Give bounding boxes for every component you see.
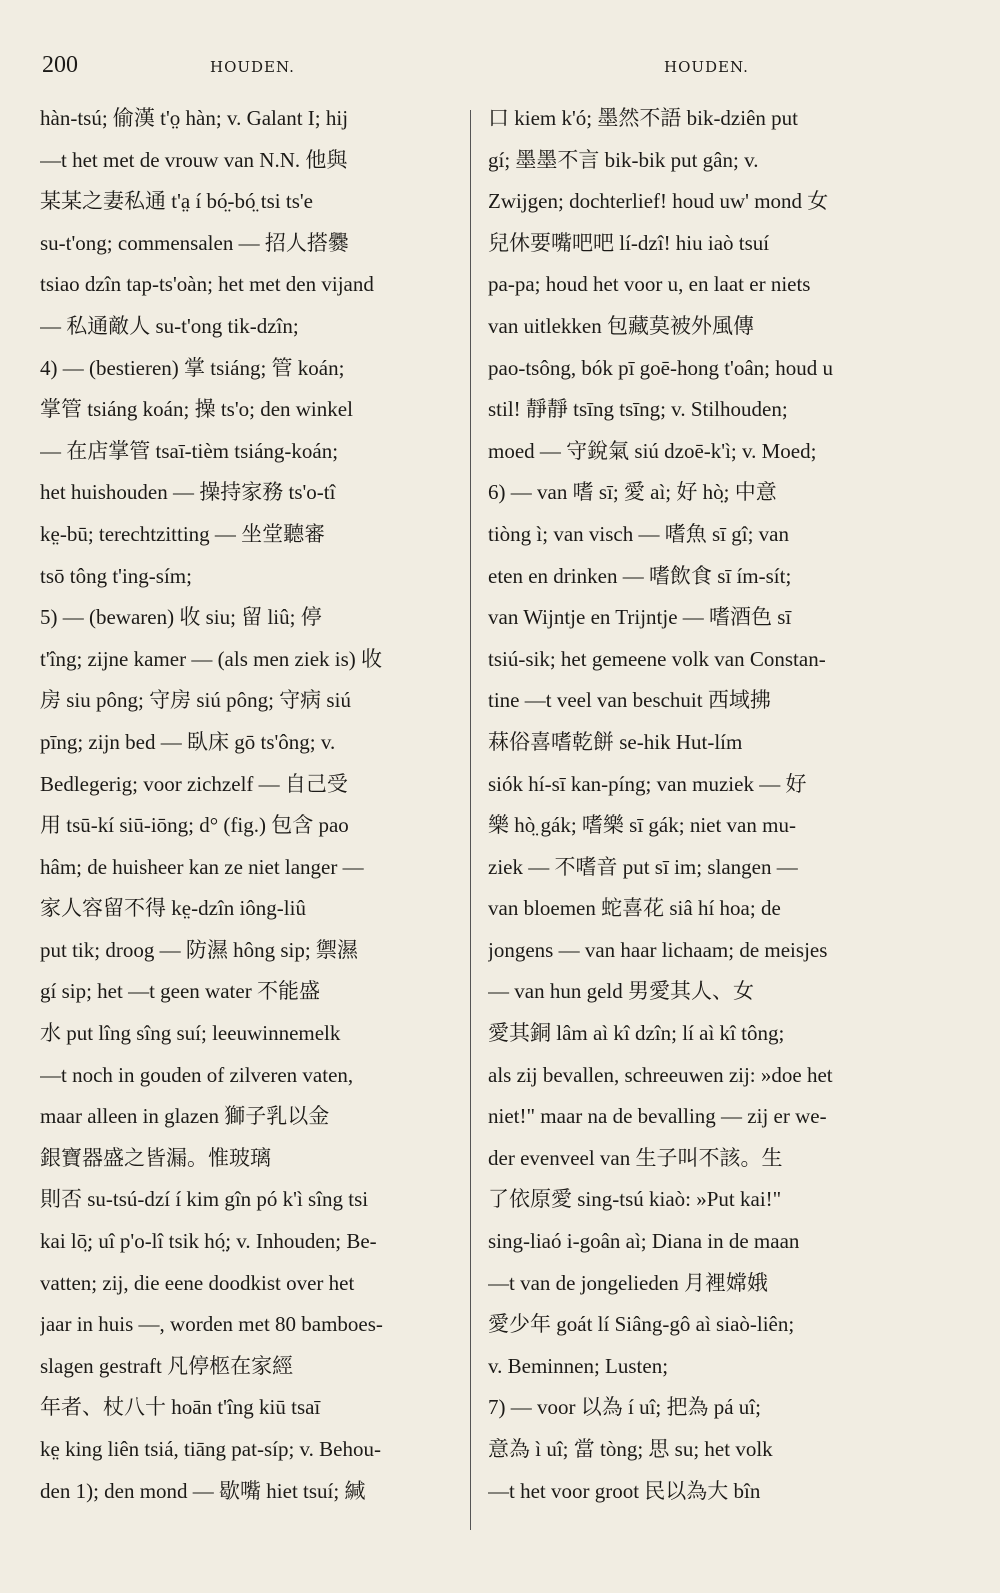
text-line: 水 put lîng sîng suí; leeuwinnemelk [40, 1021, 341, 1046]
text-line: als zij bevallen, schreeuwen zij: »doe het [488, 1062, 833, 1087]
text-line: — 在店掌管 tsaī-tièm tsiáng-koán; [40, 438, 339, 463]
text-line: jaar in huis —, worden met 80 bamboes- [40, 1312, 383, 1337]
text-line: 4) — (bestieren) 掌 tsiáng; 管 koán; [40, 355, 345, 380]
text-line: van bloemen 蛇喜花 siâ hí hoa; de [488, 896, 781, 921]
text-line: 菻俗喜嗜乾餅 se-hik Hut-lím [488, 729, 743, 754]
text-line: niet!" maar na de bevalling — zij er we- [488, 1104, 827, 1129]
text-line: 家人容留不得 ke̤-dzîn iông-liû [40, 896, 306, 921]
text-line: 兒休要嘴吧吧 lí-dzî! hiu iaò tsuí [488, 230, 770, 255]
text-line: tine —t veel van beschuit 西域拂 [488, 688, 771, 713]
text-line: tiòng ì; van visch — 嗜魚 sī gî; van [488, 521, 789, 546]
text-line: 口 kiem k'ó; 墨然不語 bik-dziên put [488, 106, 798, 130]
text-line: van uitlekken 包藏莫被外風傳 [488, 313, 754, 338]
left-column [40, 98, 460, 1512]
text-line: pa-pa; houd het voor u, en laat er niets [488, 272, 811, 297]
text-line: het huishouden — 操持家務 ts'o-tî [40, 480, 336, 505]
text-line: —t noch in gouden of zilveren vaten, [40, 1062, 354, 1087]
text-line: 樂 hò̤ gák; 嗜樂 sī gák; niet van mu- [488, 813, 796, 838]
text-line: den 1); den mond — 歇嘴 hiet tsuí; 緘 [40, 1478, 366, 1503]
text-line: —t het voor groot 民以為大 bîn [488, 1478, 761, 1503]
text-line: 某某之妻私通 t'a̤ í bó̤-bó̤ tsi ts'e [40, 189, 313, 214]
text-line: 用 tsū-kí siū-iōng; d° (fig.) 包含 pao [40, 813, 349, 838]
text-line: tsiao dzîn tap-ts'oàn; het met den vijand [40, 272, 374, 297]
text-line: sing-liaó i-goân aì; Diana in de maan [488, 1229, 800, 1254]
text-line: van Wijntje en Trijntje — 嗜酒色 sī [488, 605, 792, 630]
text-line: tsiú-sik; het gemeene volk van Constan- [488, 646, 826, 671]
text-line: slagen gestraft 凡停柩在家經 [40, 1353, 294, 1378]
text-line: jongens — van haar lichaam; de meisjes [488, 937, 828, 962]
text-line: pīng; zijn bed — 臥床 gō ts'ông; v. [40, 729, 336, 754]
text-line: hàn-tsú; 偷漢 t'o̤ hàn; v. Galant I; hij [40, 106, 349, 130]
text-line: 6) — van 嗜 sī; 愛 aì; 好 hò̤; 中意 [488, 480, 777, 505]
text-line: — 私通敵人 su-t'ong tik-dzîn; [40, 313, 299, 338]
text-line: 掌管 tsiáng koán; 操 ts'o; den winkel [40, 397, 353, 422]
running-title-left: HOUDEN. [210, 58, 295, 76]
text-line: 年者、杖八十 hoān t'îng kiū tsaī [40, 1395, 321, 1420]
page-number: 200 [42, 52, 78, 78]
text-line: eten en drinken — 嗜飲食 sī ím-sít; [488, 563, 792, 588]
text-line: put tik; droog — 防濕 hông sip; 禦濕 [40, 937, 358, 962]
text-line: ke̤ king liên tsiá, tiāng pat-síp; v. Behou- [40, 1437, 381, 1461]
text-line: 銀寶器盛之皆漏。惟玻璃 [40, 1145, 271, 1170]
text-line: Zwijgen; dochterlief! houd uw' mond 女 [488, 189, 829, 214]
text-line: Bedlegerig; voor zichzelf — 自己受 [40, 771, 348, 796]
text-line: su-t'ong; commensalen — 招人搭爨 [40, 230, 349, 255]
text-line: maar alleen in glazen 獅子乳以金 [40, 1104, 330, 1129]
text-line: — van hun geld 男愛其人、女 [488, 979, 754, 1004]
text-line: vatten; zij, die eene doodkist over het [40, 1270, 355, 1295]
text-line: —t het met de vrouw van N.N. 他與 [40, 147, 348, 172]
text-line: 愛其銅 lâm aì kî dzîn; lí aì kî tông; [488, 1021, 785, 1046]
text-line: kai lō̤; uî p'o-lî tsik hó̤; v. Inhouden; Be- [40, 1229, 377, 1254]
text-line: pao-tsông, bók pī goē-hong t'oân; houd u [488, 355, 833, 380]
text-line: ke̤-bū; terechtzitting — 坐堂聽審 [40, 521, 326, 546]
text-line: gí; 墨墨不言 bik-bik put gân; v. [488, 147, 759, 172]
text-line: hâm; de huisheer kan ze niet langer — [40, 854, 364, 879]
text-line: moed — 守銳氣 siú dzoē-k'ì; v. Moed; [488, 438, 817, 463]
text-line: tsō tông t'ing-sím; [40, 563, 192, 588]
text-line: gí sip; het —t geen water 不能盛 [40, 979, 320, 1004]
text-line: stil! 靜靜 tsīng tsīng; v. Stilhouden; [488, 397, 788, 422]
column-divider [470, 110, 471, 1530]
text-line: 7) — voor 以為 í uî; 把為 pá uî; [488, 1395, 761, 1420]
text-line: 愛少年 goát lí Siâng-gô aì siaò-liên; [488, 1312, 795, 1337]
text-line: 意為 ì uî; 當 tòng; 思 su; het volk [488, 1437, 773, 1461]
text-line: v. Beminnen; Lusten; [488, 1353, 669, 1378]
text-line: der evenveel van 生子叫不該。生 [488, 1145, 783, 1170]
text-line: t'îng; zijne kamer — (als men ziek is) 收 [40, 646, 383, 671]
text-line: 則否 su-tsú-dzí í kim gîn pó k'ì sîng tsi [40, 1187, 369, 1212]
right-column [488, 98, 908, 1512]
text-line: siók hí-sī kan-píng; van muziek — 好 [488, 771, 807, 796]
text-line: 房 siu pông; 守房 siú pông; 守病 siú [40, 688, 351, 713]
text-line: 了依原愛 sing-tsú kiaò: »Put kai!" [488, 1187, 782, 1212]
text-line: 5) — (bewaren) 收 siu; 留 liû; 停 [40, 605, 322, 630]
text-line: ziek — 不嗜音 put sī im; slangen — [488, 854, 798, 879]
text-line: —t van de jongelieden 月裡嫦娥 [488, 1270, 768, 1295]
running-title-right: HOUDEN. [664, 58, 749, 76]
